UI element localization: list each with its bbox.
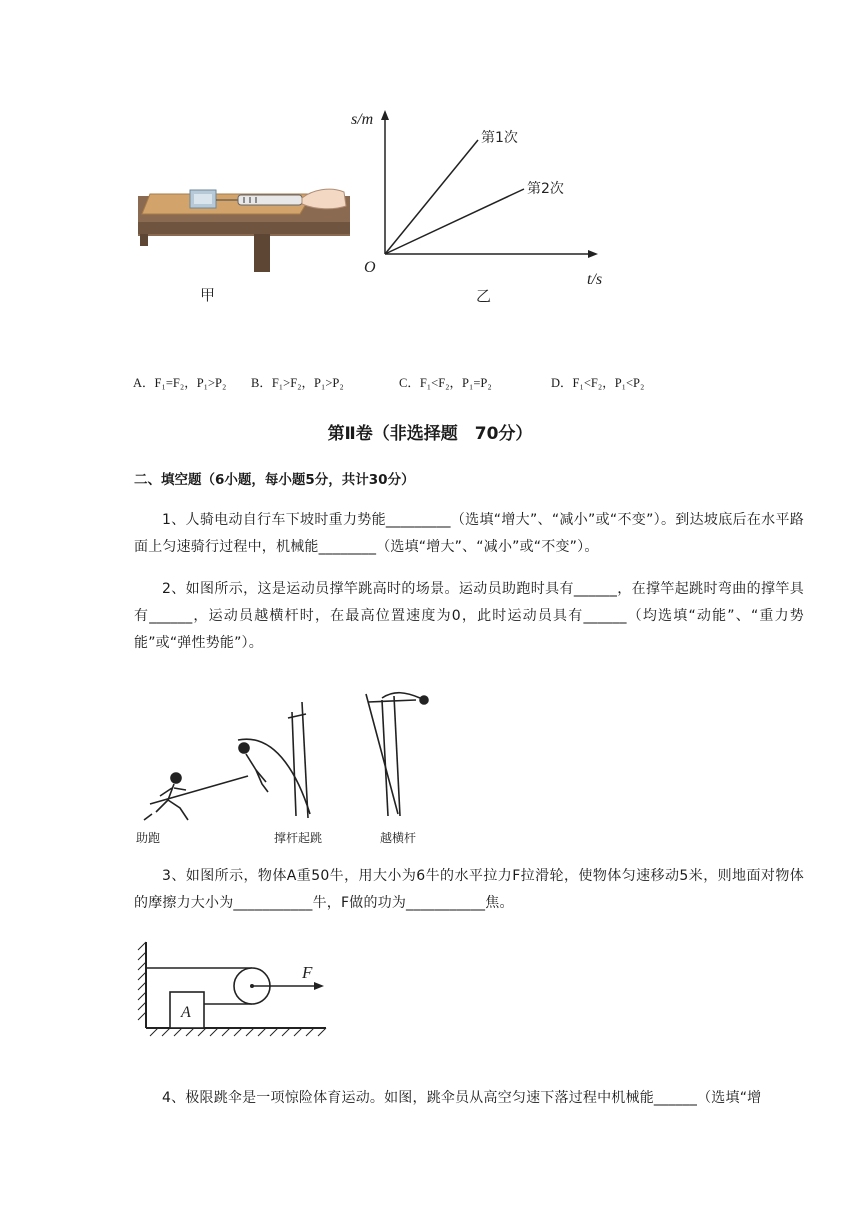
option-a[interactable]: A．F₁=F₂，P₁>P₂	[133, 376, 227, 390]
vaulter-illustration	[238, 702, 310, 818]
bar-clearance-illustration	[366, 693, 428, 816]
top-figure	[0, 0, 860, 330]
pulley-figure	[130, 932, 340, 1042]
y-axis-label: s/m	[351, 111, 374, 128]
origin-label: O	[364, 259, 376, 276]
pole-vault-figure	[130, 672, 460, 850]
question-4: 4、极限跳伞是一项惊险体育运动。如图，跳伞员从高空匀速下落过程中机械能______（选填“增	[162, 1090, 762, 1106]
line-1	[385, 140, 478, 254]
label-takeoff: 撑杆起跳	[274, 831, 323, 845]
label-over-bar: 越横杆	[380, 831, 417, 845]
experiment-illustration	[138, 189, 350, 272]
question-2: 2、如图所示，这是运动员撑竿跳高时的场景。运动员助跑时具有______，在撑竿起跳时弯曲的撑竿具有______，运动员越横杆时，在最高位置速度为0，此时运动员具有______（均选填“动能”、“重力势能”或“弹性势能”）。	[134, 581, 804, 651]
runner-illustration	[144, 773, 248, 820]
question-1: 1、人骑电动自行车下坡时重力势能_________（选填“增大”、“减小”或“不变”）。到达坡底后在水平路面上匀速骑行过程中，机械能________（选填“增大”、“减小”或“不变”）。	[134, 512, 804, 555]
option-b[interactable]: B．F₁>F₂，P₁>P₂	[251, 376, 344, 390]
part-title: 二、填空题（6小题，每小题5分，共计30分）	[134, 472, 415, 488]
option-c[interactable]: C．F₁<F₂，P₁=P₂	[399, 376, 492, 390]
label-run: 助跑	[136, 831, 161, 845]
line-2	[385, 189, 524, 254]
figure-left-label: 甲	[200, 286, 216, 304]
force-label: F	[302, 963, 313, 982]
x-axis-label: t/s	[587, 271, 603, 288]
line1-label: 第1次	[481, 130, 518, 146]
option-d[interactable]: D．F₁<F₂，P₁<P₂	[551, 376, 645, 390]
line2-label: 第2次	[527, 181, 564, 197]
question-3: 3、如图所示，物体A重50牛，用大小为6牛的水平拉力F拉滑轮，使物体匀速移动5米，则地面对物体的摩擦力大小为___________牛，F做的功为___________焦。	[134, 868, 804, 911]
figure-right-label: 乙	[476, 287, 492, 305]
section-title: 第Ⅱ卷（非选择题 70分）	[327, 424, 533, 444]
block-label: A	[181, 1004, 191, 1021]
